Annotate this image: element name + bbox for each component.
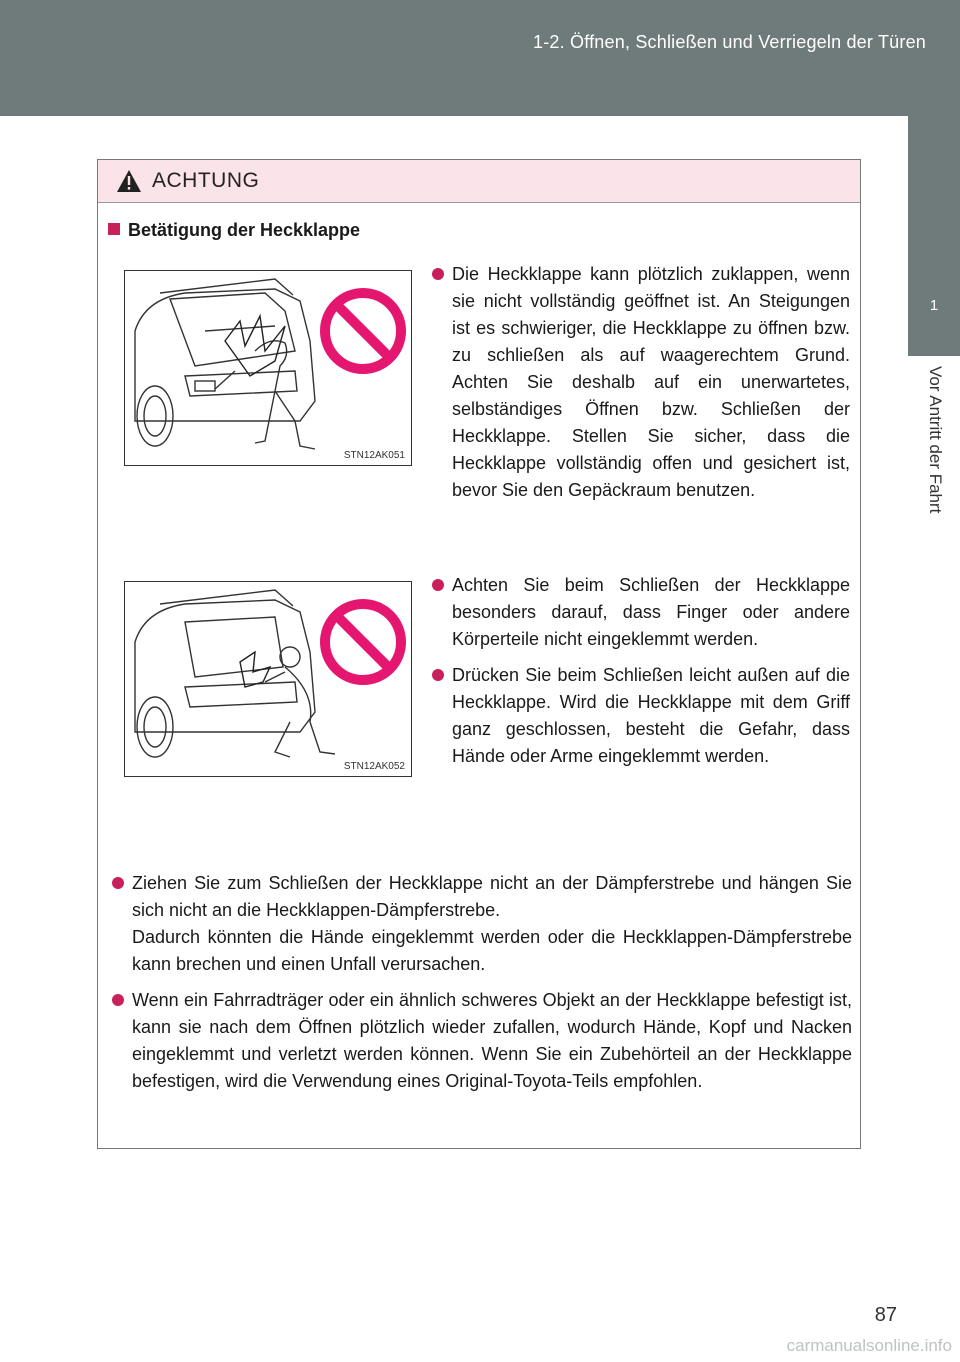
page-header-band (0, 0, 960, 116)
bullet-dot-icon (432, 579, 444, 591)
list-item: Ziehen Sie zum Schließen der Heckklappe nicht an der Dämpferstrebe und hängen Sie sich nicht an die Heckklappen-Dämpferstrebe. Dadurch könnten die Hände eingeklemmt werden oder die Heckklappen-Dämpferstrebe kann brechen und einen Unfall verursachen. (110, 870, 852, 978)
warning-box (97, 159, 861, 1149)
car-tailgate-illustration (125, 271, 411, 465)
section-title-text: Betätigung der Heckklappe (128, 220, 361, 240)
watermark: carmanualsonline.info (786, 1336, 952, 1355)
list-item: Wenn ein Fahrradträger oder ein ähnlich schweres Objekt an der Heckklappe befestigt ist, kann sie nach dem Öffnen plötzlich wieder zufallen, wodurch Hände, Kopf und Nacken eingeklemmt und verletzt werden können. Wenn Sie ein Zubehörteil an der Heckklappe befestigen, wird die Verwendung eines Original-Toyota-Teils empfohlen. (110, 987, 852, 1095)
list-item: Drücken Sie beim Schließen leicht außen auf die Heckklappe. Wird die Heckklappe mit dem Griff ganz geschlossen, besteht die Gefahr, dass Hände oder Arme eingeklemmt werden. (430, 662, 850, 770)
figure-tailgate-closing (124, 581, 412, 777)
warning-heading: ACHTUNG (152, 169, 260, 192)
car-closing-illustration (125, 582, 411, 776)
warning-triangle-icon (116, 169, 142, 193)
column-text-2 (430, 572, 850, 779)
side-tab-label: Vor Antritt der Fahrt (926, 366, 945, 514)
bullet-dot-icon (112, 877, 124, 889)
figure-code: STN12AK051 (343, 450, 405, 461)
chapter-title: 1-2. Öffnen, Schließen und Verriegeln der Türen (533, 32, 926, 52)
warning-header (98, 160, 860, 203)
side-tab-label-box (908, 356, 960, 554)
bullet-dot-icon (432, 669, 444, 681)
figure-code: STN12AK052 (343, 761, 405, 772)
page-number: 87 (874, 1304, 897, 1326)
list-item: Die Heckklappe kann plötzlich zuklappen, wenn sie nicht vollständig geöffnet ist. An Steigungen ist es schwieriger, die Heckklappe zu öffnen bzw. zu schließen als auf waagerechtem Grund. Achten Sie deshalb auf ein unerwartetes, selbständiges Öffnen bzw. Schließen der Heckklappe. Stellen Sie sicher, dass die Heckklappe vollständig offen und gesichert ist, bevor Sie den Gepäckraum benutzen. (430, 261, 850, 504)
bullet-dot-icon (112, 994, 124, 1006)
full-width-text (110, 870, 852, 1104)
list-item: Achten Sie beim Schließen der Heckklappe besonders darauf, dass Finger oder andere Körperteile nicht eingeklemmt werden. (430, 572, 850, 653)
square-bullet-icon (108, 223, 120, 235)
bullet-dot-icon (432, 268, 444, 280)
column-text-1 (430, 261, 850, 513)
side-tab-top (908, 116, 960, 254)
figure-tailgate-falling (124, 270, 412, 466)
side-tab-number: 1 (908, 254, 960, 356)
section-title (108, 220, 360, 241)
